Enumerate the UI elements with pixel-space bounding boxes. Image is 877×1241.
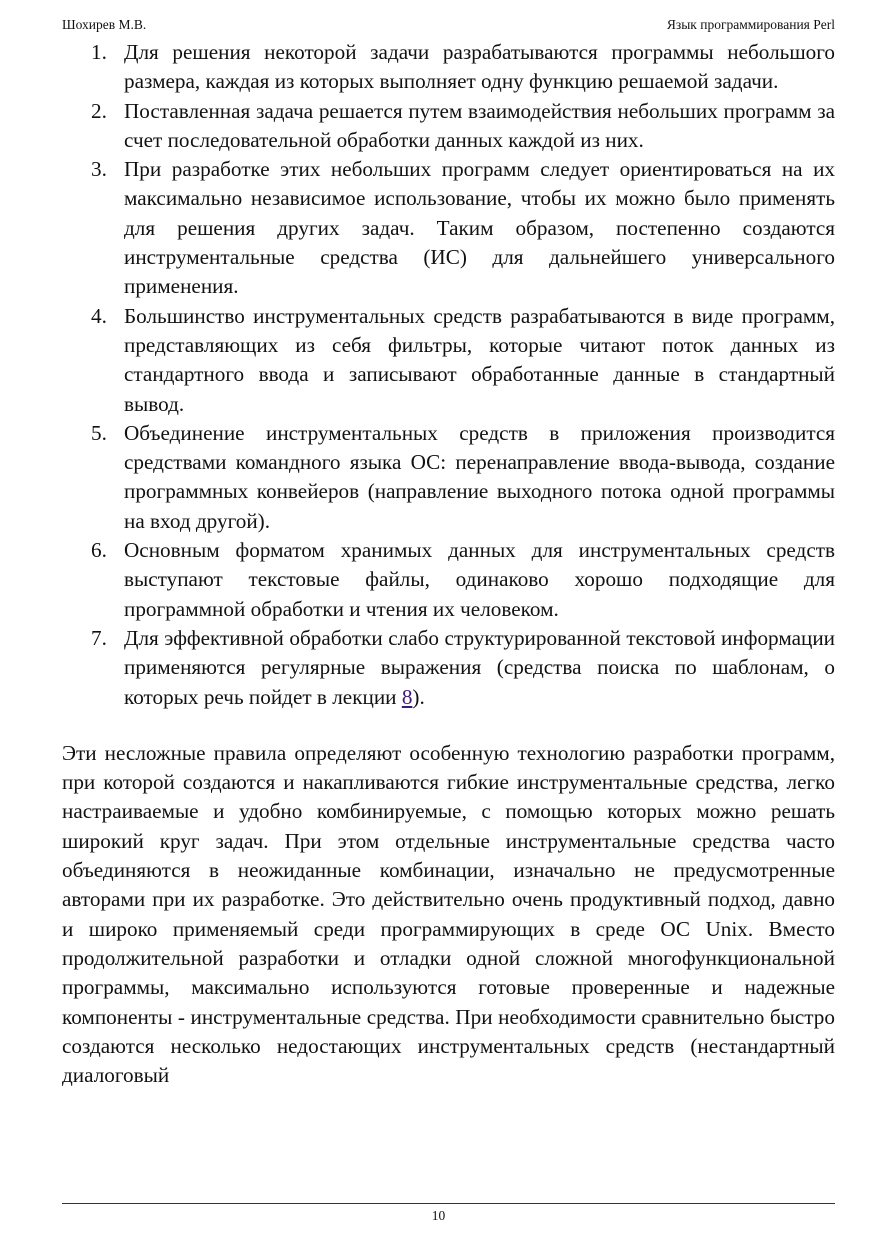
rule-text-before-link: Для эффективной обработки слабо структурированной текстовой информации применяются регулярные выражения (средства поиска по шаблонам, о которых речь пойдет в лекции (124, 625, 835, 709)
rule-number: 2. (91, 98, 107, 123)
rule-number: 7. (91, 625, 107, 650)
header-book-title: Язык программирования Perl (666, 17, 835, 32)
rule-text: Большинство инструментальных средств разрабатываются в виде программ, представляющих из себя фильтры, которые читают поток данных из стандартного ввода и записывают обработанные данные в стандартный вывод. (124, 303, 835, 416)
rule-text: Для решения некоторой задачи разрабатываются программы небольшого размера, каждая из которых выполняет одну функцию решаемой задачи. (124, 40, 835, 94)
rule-item-7 (62, 624, 835, 712)
rule-item-4 (62, 302, 835, 419)
rule-text: Поставленная задача решается путем взаимодействия небольших программ за счет последовательной обработки данных каждой из них. (124, 98, 835, 152)
footer-divider (62, 1203, 835, 1204)
rule-item-5 (62, 419, 835, 536)
rule-item-3 (62, 155, 835, 301)
rule-text: Основным форматом хранимых данных для инструментальных средств выступают текстовые файлы, одинаково хорошо подходящие для программной обработки и чтения их человеком. (124, 538, 835, 621)
rule-item-2 (62, 97, 835, 156)
rule-text: При разработке этих небольших программ следует ориентироваться на их максимально независимое использование, чтобы их можно было применять для решения других задач. Таким образом, постепенно создаются инструментальные средства (ИС) для дальнейшего универсального применения. (124, 157, 835, 299)
rule-text (124, 626, 835, 709)
rule-text: Объединение инструментальных средств в приложения производится средствами командного языка ОС: перенаправление ввода-вывода, создание программных конвейеров (направление выходного потока одной программы на вход другой). (124, 420, 835, 533)
rule-number: 4. (91, 303, 107, 328)
rule-number: 6. (91, 538, 107, 563)
lecture-link[interactable]: 8 (401, 684, 413, 709)
body-paragraph: Эти несложные правила определяют особенную технологию разработки программ, при которой создаются и накапливаются гибкие инструментальные средства, легко настраиваемые и удобно комбинируемые, с помощью которых можно решать широкий круг задач. При этом отдельные инструментальные средства часто объединяются в неожиданные комбинации, изначально не предусмотренные авторами при их разработке. Это действительно очень продуктивный подход, давно и широко применяемый среди программирующих в среде ОС Unix. Вместо продолжительной разработки и отладки одной сложной многофункциональной программы, максимально используются готовые проверенные и надежные компоненты - инструментальные средства. При необходимости сравнительно быстро создаются несколько недостающих инструментальных средств (нестандартный диалоговый (62, 740, 835, 1088)
page-number: 10 (431, 1208, 446, 1223)
rule-number: 1. (91, 40, 107, 64)
rule-text-after-link: ). (412, 684, 425, 709)
rule-item-6 (62, 536, 835, 624)
rule-number: 5. (91, 420, 107, 445)
running-header (62, 16, 835, 34)
rule-item-1 (62, 38, 835, 97)
rules-list (62, 38, 835, 712)
body-text (62, 38, 835, 1090)
rule-number: 3. (91, 157, 107, 182)
header-author: Шохирев М.В. (62, 17, 147, 32)
